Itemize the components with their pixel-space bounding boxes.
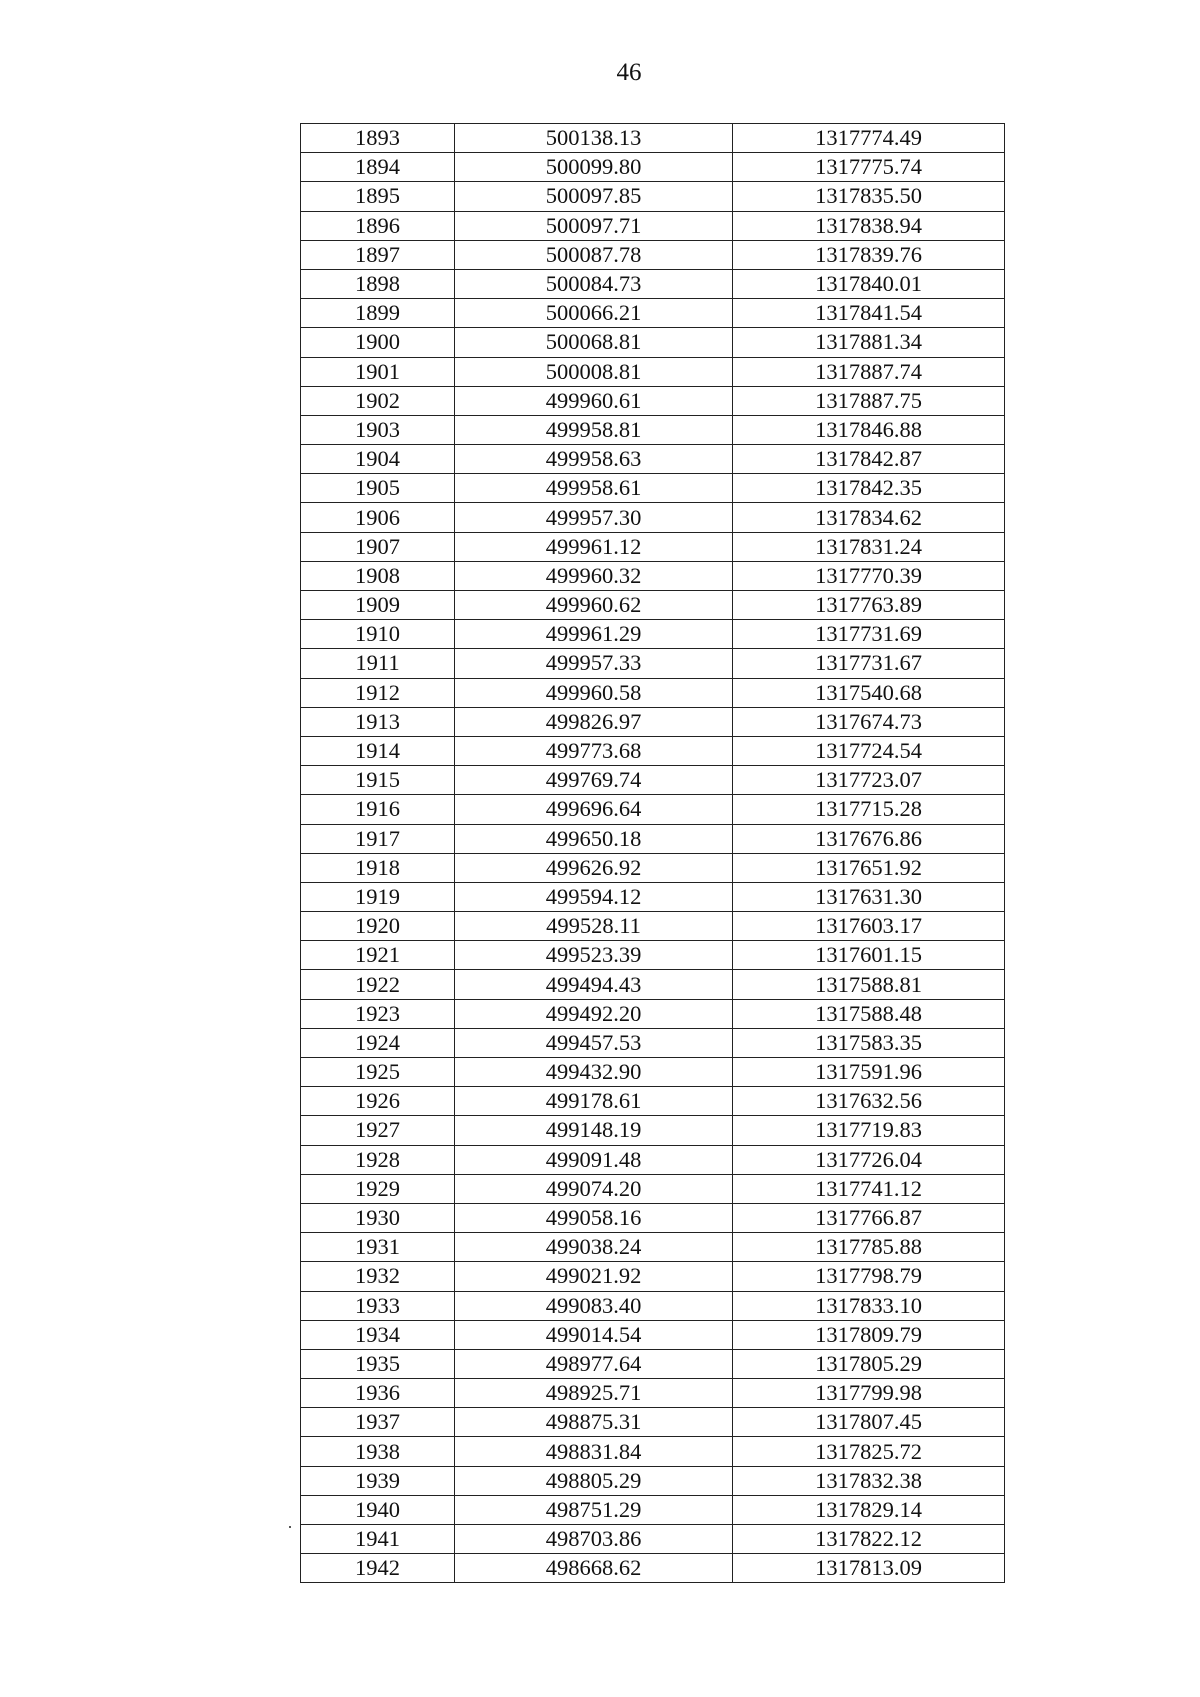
table-row [301, 1291, 1005, 1320]
x-coordinate-cell: 499773.68 [455, 736, 733, 765]
x-coordinate-cell: 499528.11 [455, 912, 733, 941]
table-row [301, 1554, 1005, 1583]
y-coordinate-cell: 1317774.49 [733, 124, 1005, 153]
y-coordinate-cell: 1317833.10 [733, 1291, 1005, 1320]
y-coordinate-cell: 1317839.76 [733, 240, 1005, 269]
stray-mark [289, 1526, 291, 1528]
x-coordinate-cell: 498668.62 [455, 1554, 733, 1583]
table-row [301, 445, 1005, 474]
y-coordinate-cell: 1317601.15 [733, 941, 1005, 970]
point-number-cell: 1923 [301, 999, 455, 1028]
table-row [301, 824, 1005, 853]
point-number-cell: 1916 [301, 795, 455, 824]
y-coordinate-cell: 1317651.92 [733, 853, 1005, 882]
point-number-cell: 1924 [301, 1028, 455, 1057]
point-number-cell: 1940 [301, 1495, 455, 1524]
y-coordinate-cell: 1317770.39 [733, 561, 1005, 590]
y-coordinate-cell: 1317887.74 [733, 357, 1005, 386]
table-row [301, 736, 1005, 765]
y-coordinate-cell: 1317842.35 [733, 474, 1005, 503]
table-row [301, 1408, 1005, 1437]
table-row [301, 561, 1005, 590]
table-row [301, 591, 1005, 620]
point-number-cell: 1903 [301, 415, 455, 444]
x-coordinate-cell: 499696.64 [455, 795, 733, 824]
y-coordinate-cell: 1317831.24 [733, 532, 1005, 561]
y-coordinate-cell: 1317588.81 [733, 970, 1005, 999]
table-row [301, 240, 1005, 269]
table-row [301, 269, 1005, 298]
point-number-cell: 1936 [301, 1379, 455, 1408]
coordinates-table-body [301, 124, 1005, 1583]
table-row [301, 649, 1005, 678]
y-coordinate-cell: 1317726.04 [733, 1145, 1005, 1174]
table-row [301, 999, 1005, 1028]
point-number-cell: 1928 [301, 1145, 455, 1174]
y-coordinate-cell: 1317583.35 [733, 1028, 1005, 1057]
x-coordinate-cell: 499038.24 [455, 1233, 733, 1262]
table-row [301, 182, 1005, 211]
table-row [301, 386, 1005, 415]
table-row [301, 1233, 1005, 1262]
point-number-cell: 1922 [301, 970, 455, 999]
point-number-cell: 1926 [301, 1087, 455, 1116]
x-coordinate-cell: 499961.29 [455, 620, 733, 649]
y-coordinate-cell: 1317834.62 [733, 503, 1005, 532]
y-coordinate-cell: 1317731.69 [733, 620, 1005, 649]
x-coordinate-cell: 499960.58 [455, 678, 733, 707]
x-coordinate-cell: 499960.61 [455, 386, 733, 415]
table-row [301, 503, 1005, 532]
table-row [301, 1116, 1005, 1145]
table-row [301, 678, 1005, 707]
y-coordinate-cell: 1317842.87 [733, 445, 1005, 474]
x-coordinate-cell: 499626.92 [455, 853, 733, 882]
table-row [301, 357, 1005, 386]
table-row [301, 1437, 1005, 1466]
table-row [301, 1320, 1005, 1349]
point-number-cell: 1919 [301, 882, 455, 911]
table-row [301, 532, 1005, 561]
table-row [301, 941, 1005, 970]
point-number-cell: 1900 [301, 328, 455, 357]
table-row [301, 415, 1005, 444]
y-coordinate-cell: 1317807.45 [733, 1408, 1005, 1437]
point-number-cell: 1896 [301, 211, 455, 240]
point-number-cell: 1931 [301, 1233, 455, 1262]
table-row [301, 474, 1005, 503]
y-coordinate-cell: 1317766.87 [733, 1203, 1005, 1232]
point-number-cell: 1911 [301, 649, 455, 678]
x-coordinate-cell: 499960.32 [455, 561, 733, 590]
x-coordinate-cell: 500068.81 [455, 328, 733, 357]
table-row [301, 1466, 1005, 1495]
x-coordinate-cell: 499014.54 [455, 1320, 733, 1349]
y-coordinate-cell: 1317799.98 [733, 1379, 1005, 1408]
x-coordinate-cell: 500008.81 [455, 357, 733, 386]
table-row [301, 1174, 1005, 1203]
x-coordinate-cell: 500066.21 [455, 299, 733, 328]
point-number-cell: 1907 [301, 532, 455, 561]
table-row [301, 1379, 1005, 1408]
y-coordinate-cell: 1317881.34 [733, 328, 1005, 357]
y-coordinate-cell: 1317723.07 [733, 766, 1005, 795]
point-number-cell: 1913 [301, 707, 455, 736]
point-number-cell: 1912 [301, 678, 455, 707]
point-number-cell: 1942 [301, 1554, 455, 1583]
y-coordinate-cell: 1317632.56 [733, 1087, 1005, 1116]
y-coordinate-cell: 1317838.94 [733, 211, 1005, 240]
x-coordinate-cell: 499432.90 [455, 1058, 733, 1087]
x-coordinate-cell: 499148.19 [455, 1116, 733, 1145]
y-coordinate-cell: 1317591.96 [733, 1058, 1005, 1087]
point-number-cell: 1910 [301, 620, 455, 649]
point-number-cell: 1939 [301, 1466, 455, 1495]
x-coordinate-cell: 499958.63 [455, 445, 733, 474]
table-row [301, 1058, 1005, 1087]
y-coordinate-cell: 1317809.79 [733, 1320, 1005, 1349]
point-number-cell: 1902 [301, 386, 455, 415]
table-row [301, 1495, 1005, 1524]
point-number-cell: 1927 [301, 1116, 455, 1145]
point-number-cell: 1938 [301, 1437, 455, 1466]
x-coordinate-cell: 498751.29 [455, 1495, 733, 1524]
x-coordinate-cell: 499492.20 [455, 999, 733, 1028]
point-number-cell: 1908 [301, 561, 455, 590]
x-coordinate-cell: 500084.73 [455, 269, 733, 298]
page-number: 46 [616, 59, 642, 86]
table-row [301, 124, 1005, 153]
table-row [301, 795, 1005, 824]
table-row [301, 1145, 1005, 1174]
point-number-cell: 1941 [301, 1525, 455, 1554]
x-coordinate-cell: 499178.61 [455, 1087, 733, 1116]
y-coordinate-cell: 1317715.28 [733, 795, 1005, 824]
table-row [301, 1262, 1005, 1291]
point-number-cell: 1920 [301, 912, 455, 941]
x-coordinate-cell: 498831.84 [455, 1437, 733, 1466]
y-coordinate-cell: 1317798.79 [733, 1262, 1005, 1291]
y-coordinate-cell: 1317540.68 [733, 678, 1005, 707]
x-coordinate-cell: 499769.74 [455, 766, 733, 795]
y-coordinate-cell: 1317841.54 [733, 299, 1005, 328]
y-coordinate-cell: 1317846.88 [733, 415, 1005, 444]
point-number-cell: 1897 [301, 240, 455, 269]
y-coordinate-cell: 1317676.86 [733, 824, 1005, 853]
x-coordinate-cell: 498703.86 [455, 1525, 733, 1554]
point-number-cell: 1925 [301, 1058, 455, 1087]
point-number-cell: 1921 [301, 941, 455, 970]
y-coordinate-cell: 1317832.38 [733, 1466, 1005, 1495]
x-coordinate-cell: 500099.80 [455, 153, 733, 182]
x-coordinate-cell: 499958.61 [455, 474, 733, 503]
y-coordinate-cell: 1317829.14 [733, 1495, 1005, 1524]
x-coordinate-cell: 498977.64 [455, 1349, 733, 1378]
x-coordinate-cell: 498805.29 [455, 1466, 733, 1495]
point-number-cell: 1937 [301, 1408, 455, 1437]
coordinates-table [300, 123, 1005, 1583]
point-number-cell: 1901 [301, 357, 455, 386]
point-number-cell: 1895 [301, 182, 455, 211]
table-row [301, 328, 1005, 357]
point-number-cell: 1904 [301, 445, 455, 474]
point-number-cell: 1906 [301, 503, 455, 532]
y-coordinate-cell: 1317724.54 [733, 736, 1005, 765]
point-number-cell: 1917 [301, 824, 455, 853]
y-coordinate-cell: 1317731.67 [733, 649, 1005, 678]
x-coordinate-cell: 499650.18 [455, 824, 733, 853]
x-coordinate-cell: 499523.39 [455, 941, 733, 970]
y-coordinate-cell: 1317719.83 [733, 1116, 1005, 1145]
y-coordinate-cell: 1317588.48 [733, 999, 1005, 1028]
table-row [301, 153, 1005, 182]
table-row [301, 1525, 1005, 1554]
x-coordinate-cell: 499083.40 [455, 1291, 733, 1320]
point-number-cell: 1929 [301, 1174, 455, 1203]
table-row [301, 970, 1005, 999]
x-coordinate-cell: 499958.81 [455, 415, 733, 444]
y-coordinate-cell: 1317840.01 [733, 269, 1005, 298]
point-number-cell: 1935 [301, 1349, 455, 1378]
point-number-cell: 1933 [301, 1291, 455, 1320]
table-row [301, 1028, 1005, 1057]
y-coordinate-cell: 1317805.29 [733, 1349, 1005, 1378]
x-coordinate-cell: 500097.85 [455, 182, 733, 211]
x-coordinate-cell: 499957.30 [455, 503, 733, 532]
table-row [301, 912, 1005, 941]
table-row [301, 211, 1005, 240]
point-number-cell: 1894 [301, 153, 455, 182]
x-coordinate-cell: 498875.31 [455, 1408, 733, 1437]
table-row [301, 882, 1005, 911]
y-coordinate-cell: 1317674.73 [733, 707, 1005, 736]
y-coordinate-cell: 1317887.75 [733, 386, 1005, 415]
x-coordinate-cell: 499960.62 [455, 591, 733, 620]
table-row [301, 1203, 1005, 1232]
y-coordinate-cell: 1317775.74 [733, 153, 1005, 182]
x-coordinate-cell: 499058.16 [455, 1203, 733, 1232]
point-number-cell: 1914 [301, 736, 455, 765]
x-coordinate-cell: 500097.71 [455, 211, 733, 240]
x-coordinate-cell: 499091.48 [455, 1145, 733, 1174]
point-number-cell: 1934 [301, 1320, 455, 1349]
x-coordinate-cell: 500087.78 [455, 240, 733, 269]
y-coordinate-cell: 1317813.09 [733, 1554, 1005, 1583]
point-number-cell: 1893 [301, 124, 455, 153]
y-coordinate-cell: 1317741.12 [733, 1174, 1005, 1203]
table-row [301, 1087, 1005, 1116]
point-number-cell: 1915 [301, 766, 455, 795]
table-row [301, 853, 1005, 882]
point-number-cell: 1930 [301, 1203, 455, 1232]
x-coordinate-cell: 499961.12 [455, 532, 733, 561]
x-coordinate-cell: 499826.97 [455, 707, 733, 736]
point-number-cell: 1905 [301, 474, 455, 503]
point-number-cell: 1918 [301, 853, 455, 882]
point-number-cell: 1899 [301, 299, 455, 328]
point-number-cell: 1909 [301, 591, 455, 620]
point-number-cell: 1932 [301, 1262, 455, 1291]
x-coordinate-cell: 499074.20 [455, 1174, 733, 1203]
y-coordinate-cell: 1317825.72 [733, 1437, 1005, 1466]
y-coordinate-cell: 1317763.89 [733, 591, 1005, 620]
y-coordinate-cell: 1317785.88 [733, 1233, 1005, 1262]
y-coordinate-cell: 1317835.50 [733, 182, 1005, 211]
x-coordinate-cell: 500138.13 [455, 124, 733, 153]
x-coordinate-cell: 499957.33 [455, 649, 733, 678]
table-row [301, 620, 1005, 649]
point-number-cell: 1898 [301, 269, 455, 298]
y-coordinate-cell: 1317822.12 [733, 1525, 1005, 1554]
x-coordinate-cell: 499021.92 [455, 1262, 733, 1291]
x-coordinate-cell: 499594.12 [455, 882, 733, 911]
table-row [301, 1349, 1005, 1378]
x-coordinate-cell: 499457.53 [455, 1028, 733, 1057]
x-coordinate-cell: 498925.71 [455, 1379, 733, 1408]
table-row [301, 766, 1005, 795]
y-coordinate-cell: 1317603.17 [733, 912, 1005, 941]
x-coordinate-cell: 499494.43 [455, 970, 733, 999]
table-row [301, 299, 1005, 328]
y-coordinate-cell: 1317631.30 [733, 882, 1005, 911]
table-row [301, 707, 1005, 736]
